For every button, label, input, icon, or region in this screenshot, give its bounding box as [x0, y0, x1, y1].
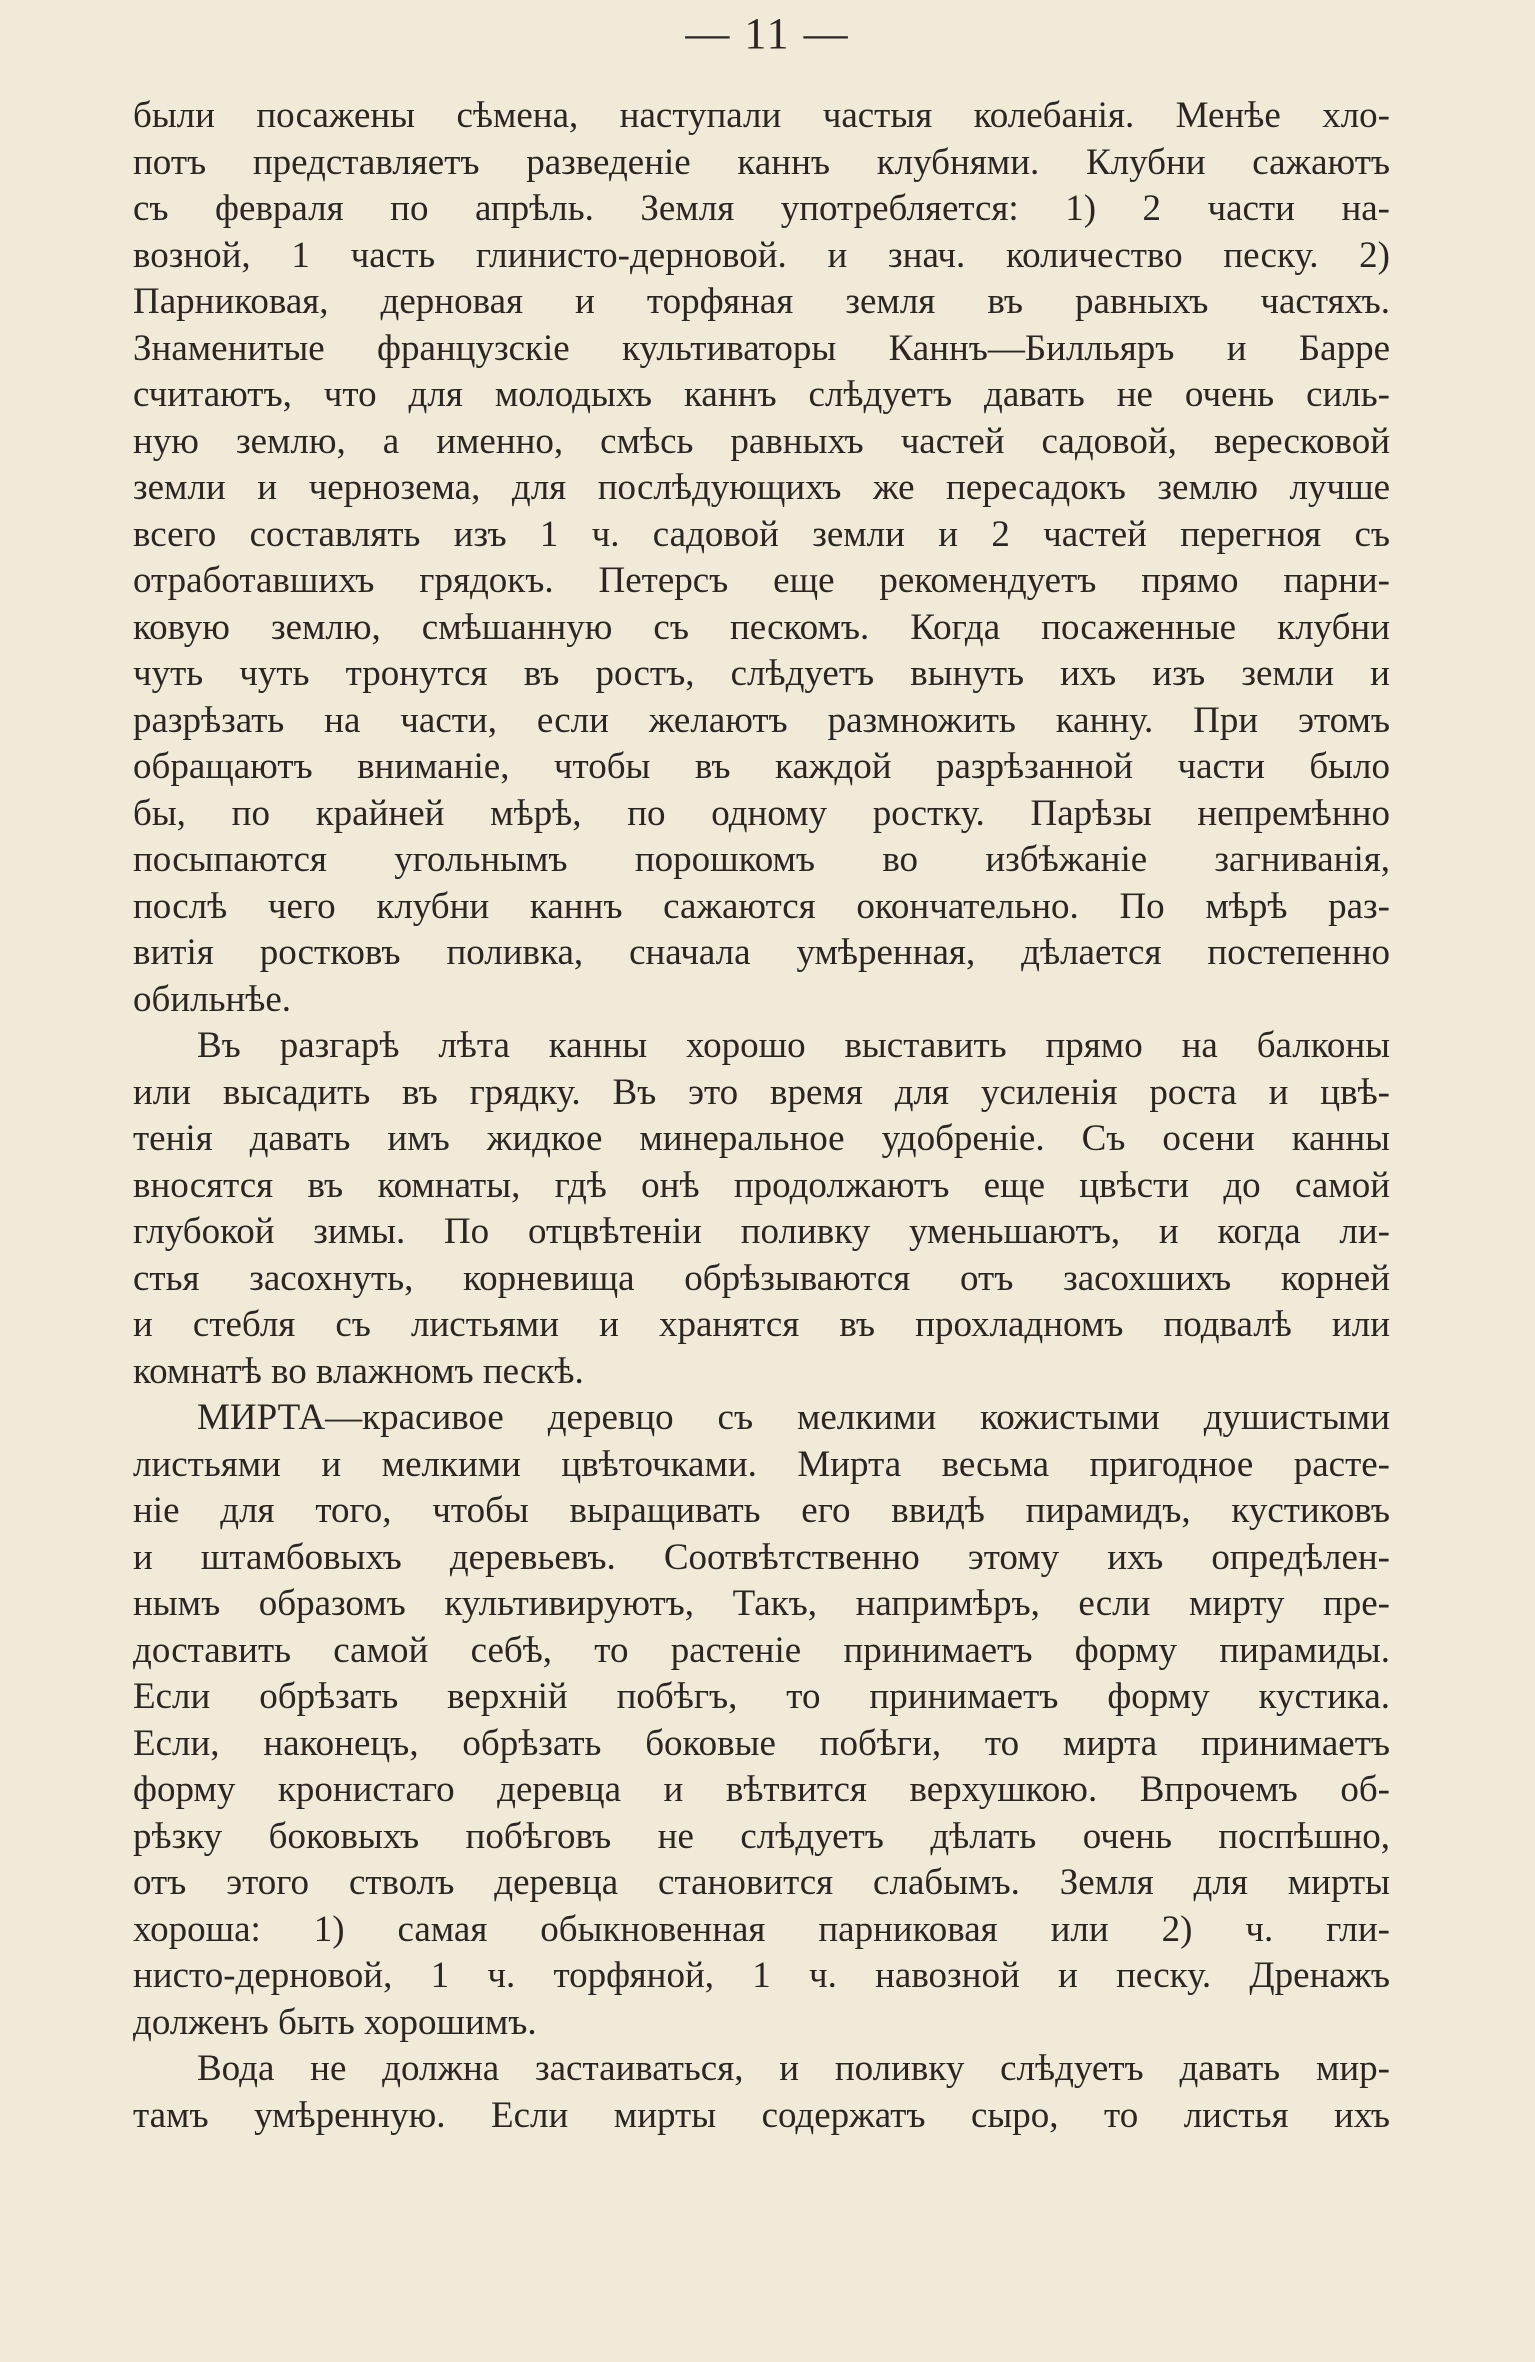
text-line: нымъ образомъ культивируютъ, Такъ, напримѣръ, если мирту пре-	[133, 1583, 1390, 1624]
text-line: считаютъ, что для молодыхъ каннъ слѣдуетъ давать не очень силь-	[133, 374, 1390, 415]
text-line: витія ростковъ поливка, сначала умѣренная, дѣлается постепенно	[133, 932, 1390, 973]
text-line: разрѣзать на части, если желаютъ размножить канну. При этомъ	[133, 699, 1390, 741]
text-line: всего составлять изъ 1 ч. садовой земли и 2 частей перегноя съ	[133, 513, 1390, 555]
text-line: глубокой зимы. По отцвѣтеніи поливку уменьшаютъ, и когда ли-	[133, 1211, 1390, 1252]
paragraph-canna-soil	[133, 93, 1390, 1023]
text-line: Если обрѣзать верхній побѣгъ, то принимаетъ форму кустика.	[133, 1676, 1390, 1717]
text-line: рѣзку боковыхъ побѣговъ не слѣдуетъ дѣлать очень поспѣшно,	[133, 1815, 1390, 1857]
text-line: возной, 1 часть глинисто-дерновой. и знач. количество песку. 2)	[133, 234, 1390, 276]
text-line: ковую землю, смѣшанную съ пескомъ. Когда посаженные клубни	[133, 606, 1390, 648]
text-line: отработавшихъ грядокъ. Петерсъ еще рекомендуетъ прямо парни-	[133, 560, 1390, 601]
text-line: долженъ быть хорошимъ.	[133, 2001, 537, 2043]
text-line: Въ разгарѣ лѣта канны хорошо выставить прямо на балконы	[197, 1025, 1390, 1066]
text-line: посыпаются угольнымъ порошкомъ во избѣжаніе загниванія,	[133, 839, 1390, 880]
page-number: — 11 —	[685, 9, 850, 58]
text-line: Вода не должна застаиваться, и поливку слѣдуетъ давать мир-	[197, 2048, 1390, 2089]
text-line: тамъ умѣренную. Если мирты содержатъ сыро, то листья ихъ	[133, 2094, 1390, 2136]
text-line: чуть чуть тронутся въ ростъ, слѣдуетъ вынуть ихъ изъ земли и	[133, 653, 1390, 694]
text-line: листьями и мелкими цвѣточками. Мирта весьма пригодное расте-	[133, 1443, 1390, 1485]
text-line: МИРТА—красивое деревцо съ мелкими кожистыми душистыми	[197, 1397, 1390, 1438]
text-line: вносятся въ комнаты, гдѣ онѣ продолжаютъ еще цвѣсти до самой	[133, 1164, 1390, 1206]
text-line: Парниковая, дерновая и торфяная земля въ равныхъ частяхъ.	[133, 281, 1390, 322]
text-line: послѣ чего клубни каннъ сажаются окончательно. По мѣрѣ раз-	[133, 885, 1390, 927]
paragraph-myrtle	[133, 1395, 1390, 2046]
text-line: стья засохнуть, корневища обрѣзываются отъ засохшихъ корней	[133, 1257, 1390, 1299]
text-line: форму кронистаго деревца и вѣтвится верхушкою. Впрочемъ об-	[133, 1769, 1390, 1810]
text-line: Если, наконецъ, обрѣзать боковые побѣги, то мирта принимаетъ	[133, 1722, 1390, 1764]
text-line: или высадить въ грядку. Въ это время для усиленія роста и цвѣ-	[133, 1071, 1390, 1113]
text-line: отъ этого стволъ деревца становится слабымъ. Земля для мирты	[133, 1862, 1390, 1903]
text-line: обильнѣе.	[133, 978, 292, 1020]
text-line: тенія давать имъ жидкое минеральное удобреніе. Съ осени канны	[133, 1118, 1390, 1159]
text-line: нисто-дерновой, 1 ч. торфяной, 1 ч. навозной и песку. Дренажъ	[133, 1955, 1390, 1996]
paragraph-canna-summer	[133, 1023, 1390, 1395]
text-line: Знаменитые французскіе культиваторы Каннъ—Билльяръ и Барре	[133, 327, 1390, 369]
text-line: и стебля съ листьями и хранятся въ прохладномъ подвалѣ или	[133, 1304, 1390, 1345]
body-text	[133, 93, 1390, 2139]
text-line: доставить самой себѣ, то растеніе принимаетъ форму пирамиды.	[133, 1629, 1390, 1671]
text-line: и штамбовыхъ деревьевъ. Соотвѣтственно этому ихъ опредѣлен-	[133, 1536, 1390, 1578]
text-line: бы, по крайней мѣрѣ, по одному ростку. Парѣзы непремѣнно	[133, 792, 1390, 834]
text-line: ніе для того, чтобы выращивать его ввидѣ пирамидъ, кустиковъ	[133, 1490, 1390, 1531]
text-line: были посажены сѣмена, наступали частыя колебанія. Менѣе хло-	[133, 95, 1390, 136]
text-line: земли и чернозема, для послѣдующихъ же пересадокъ землю лучше	[133, 467, 1390, 508]
text-line: обращаютъ вниманіе, чтобы въ каждой разрѣзанной части было	[133, 746, 1390, 787]
text-line: ную землю, а именно, смѣсь равныхъ частей садовой, вересковой	[133, 420, 1390, 462]
text-line: комнатѣ во влажномъ пескѣ.	[133, 1350, 584, 1392]
paragraph-myrtle-watering	[133, 2046, 1390, 2139]
text-line: потъ представляетъ разведеніе каннъ клубнями. Клубни сажаютъ	[133, 141, 1390, 183]
text-line: хороша: 1) самая обыкновенная парниковая или 2) ч. гли-	[133, 1908, 1390, 1950]
text-line: съ февраля по апрѣль. Земля употребляется: 1) 2 части на-	[133, 188, 1390, 229]
